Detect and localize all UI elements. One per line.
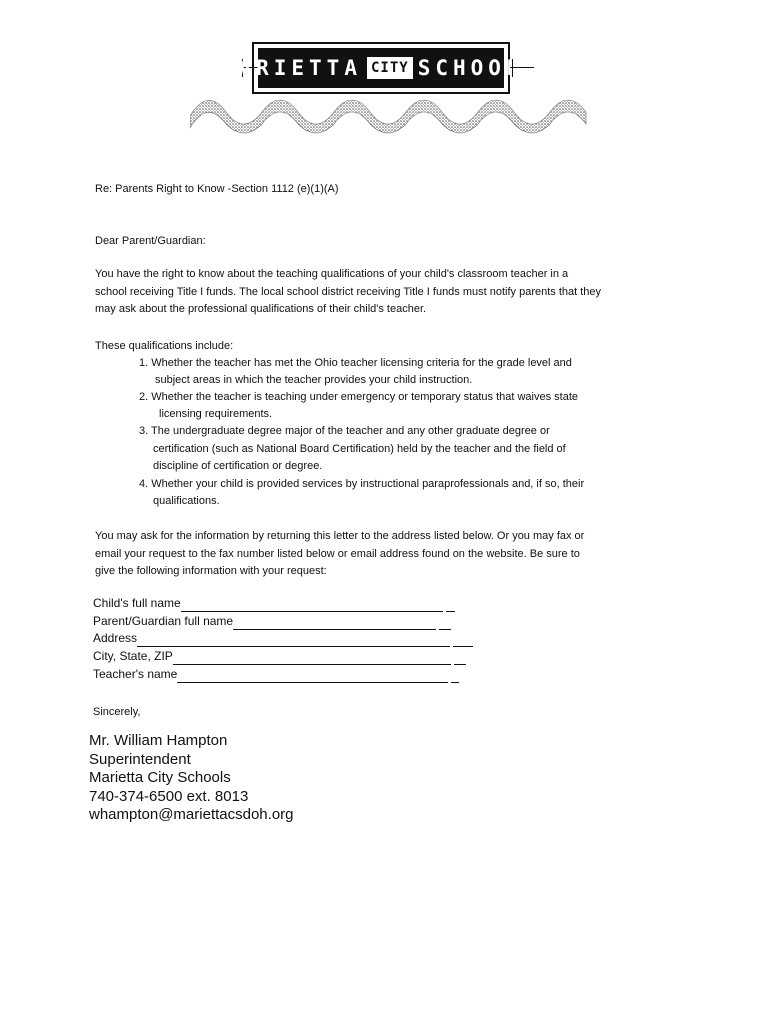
logo-wave-icon xyxy=(190,90,590,136)
qualification-item-2-cont: licensing requirements. xyxy=(159,408,273,420)
qualification-item-3: 3. The undergraduate degree major of the teacher and any other graduate degree or xyxy=(139,425,550,437)
qualification-item-3-cont-2: discipline of certification or degree. xyxy=(153,460,323,472)
intro-line-2: school receiving Title I funds. The local school district receiving Title I funds must notify parents that they xyxy=(95,285,602,298)
request-line-1: You may ask for the information by returning this letter to the address listed below. Or you may fax or xyxy=(95,530,585,542)
subject-line: Re: Parents Right to Know -Section 1112 (e)(1)(A) xyxy=(95,183,339,195)
child-name-field[interactable] xyxy=(93,594,455,612)
logo-right-rule xyxy=(510,67,534,68)
qualification-item-1: 1. Whether the teacher has met the Ohio teacher licensing criteria for the grade level and xyxy=(139,357,572,369)
child-name-line[interactable] xyxy=(181,597,443,612)
parent-name-line[interactable] xyxy=(233,615,436,630)
teacher-name-line-tail xyxy=(451,668,459,683)
intro-line-1: You have the right to know about the teaching qualifications of your child's classroom teacher in a xyxy=(95,268,569,280)
city-state-zip-line[interactable] xyxy=(173,650,451,665)
address-line[interactable] xyxy=(137,632,450,647)
qualification-item-1-cont: subject areas in which the teacher provides your child instruction. xyxy=(155,374,473,386)
intro-paragraph xyxy=(95,266,601,319)
intro-line-3: may ask about the professional qualifications of their child's teacher. xyxy=(95,303,427,315)
request-paragraph xyxy=(95,528,584,581)
city-state-zip-field[interactable] xyxy=(93,647,466,665)
logo-word-marietta: MARIETTA xyxy=(220,56,362,80)
parent-name-label: Parent/Guardian full name xyxy=(93,614,234,628)
parent-name-field[interactable] xyxy=(93,612,451,630)
closing: Sincerely, xyxy=(93,706,141,718)
signature-organization: Marietta City Schools xyxy=(89,769,231,786)
marietta-city-schools-logo xyxy=(190,40,590,140)
signature-phone: 740-374-6500 ext. 8013 xyxy=(89,788,249,805)
child-name-label: Child's full name xyxy=(93,596,181,610)
qualifications-intro: These qualifications include: xyxy=(95,340,234,352)
qualification-item-3-cont: certification (such as National Board Certification) held by the teacher and the field of xyxy=(153,443,566,455)
teacher-name-field[interactable] xyxy=(93,665,459,683)
request-line-2: email your request to the fax number listed below or email address found on the website. Be sure to xyxy=(95,547,580,560)
logo-word-city: CITY xyxy=(367,57,413,79)
qualification-item-4-cont: qualifications. xyxy=(153,495,220,507)
request-line-3: give the following information with your request: xyxy=(95,565,327,577)
signature-name: Mr. William Hampton xyxy=(89,732,228,749)
address-label: Address xyxy=(93,631,138,645)
address-line-tail xyxy=(453,632,473,647)
child-name-line-tail xyxy=(446,597,455,612)
qualification-item-4: 4. Whether your child is provided services by instructional paraprofessionals and, if so, their xyxy=(139,478,585,490)
logo-word-schools: SCHOOLS xyxy=(417,56,542,80)
signature-email[interactable]: whampton@mariettacsdoh.org xyxy=(89,806,294,823)
city-state-zip-label: City, State, ZIP xyxy=(93,649,173,663)
qualification-item-2: 2. Whether the teacher is teaching under emergency or temporary status that waives state xyxy=(139,391,579,403)
teacher-name-line[interactable] xyxy=(177,668,448,683)
city-state-zip-line-tail xyxy=(454,650,466,665)
greeting: Dear Parent/Guardian: xyxy=(95,235,206,247)
address-field[interactable] xyxy=(93,629,473,647)
parent-name-line-tail xyxy=(439,615,451,630)
logo-banner xyxy=(220,48,542,88)
logo-right-tick xyxy=(512,59,513,77)
teacher-name-label: Teacher's name xyxy=(93,667,178,681)
signature-title: Superintendent xyxy=(89,751,191,768)
